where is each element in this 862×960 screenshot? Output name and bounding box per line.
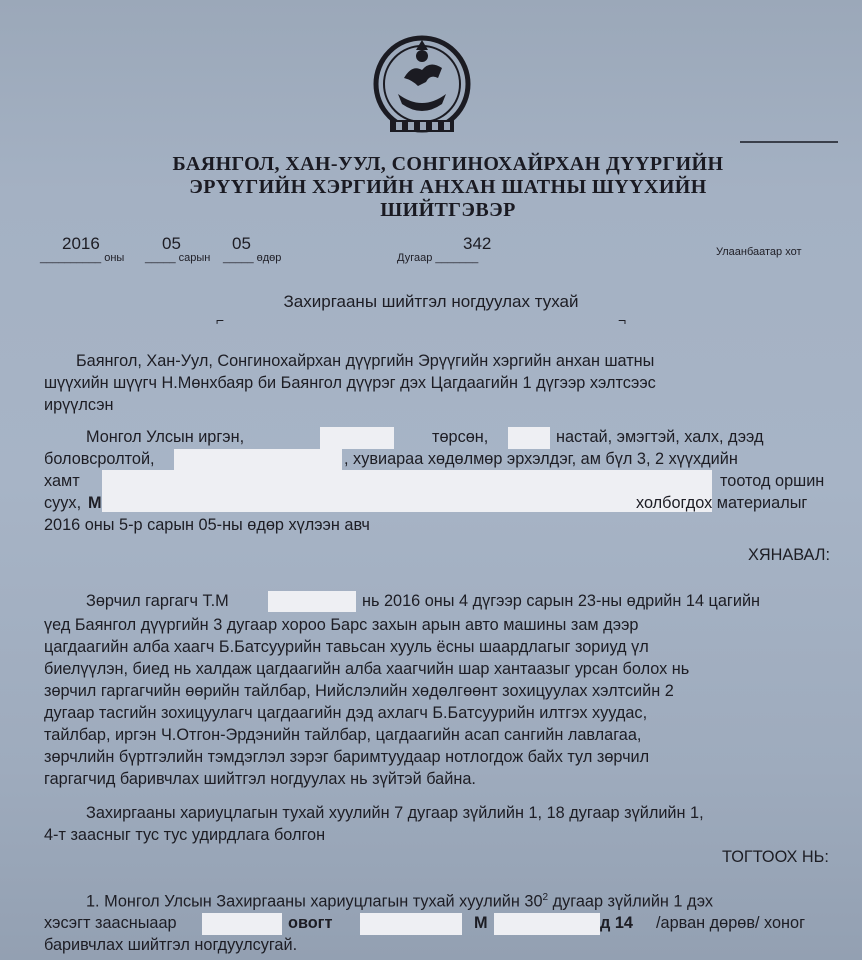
redaction — [202, 913, 282, 935]
resolution-line-2a: хэсэгт заасныаар — [44, 914, 177, 932]
date-day-label: _____ өдөр — [223, 252, 282, 264]
finding-line-1a: Зөрчил гаргагч Т.М — [86, 592, 229, 610]
person-line-1b: төрсөн, — [432, 428, 489, 446]
basis-paragraph — [44, 802, 856, 846]
redaction — [320, 427, 394, 449]
date-month-label: _____ сарын — [145, 252, 211, 264]
person-line-2b: , хувиараа хөдөлмөр эрхэлдэг, ам бүл 3, 2 хүүхдийн — [344, 450, 738, 468]
person-line-1c: настай, эмэгтэй, халх, дээд — [556, 428, 764, 446]
resolution-line-1a: 1. Монгол Улсын Захиргааны хариуцлагын тухай хуулийн 30 — [86, 892, 543, 911]
bracket-right: ¬ — [618, 312, 627, 328]
number-label: Дугаар _______ — [397, 252, 479, 264]
resolution-line-2d: д 14 — [600, 914, 633, 932]
date-month: 05 — [162, 234, 181, 253]
court-header — [128, 153, 768, 222]
divider — [740, 141, 838, 143]
redaction — [102, 490, 632, 512]
redaction — [508, 427, 550, 449]
finding-line: зөрчил гаргагчийн өөрийн тайлбар, Нийслэлийн хөдөлгөөнт зохицуулах хэлтсийн 2 — [44, 682, 674, 700]
resolved-heading: ТОГТООХ НЬ: — [722, 848, 829, 866]
person-line-4a: суух, — [44, 494, 82, 512]
state-emblem-icon — [368, 34, 476, 142]
redaction — [494, 913, 600, 935]
intro-line-3: ирүүлсэн — [44, 396, 114, 414]
person-line-3a: хамт — [44, 472, 80, 490]
finding-paragraph — [44, 614, 856, 790]
basis-line-2: 4-т заасныг тус тус удирдлага болгон — [44, 826, 326, 844]
intro-line-2: шүүхийн шүүгч Н.Мөнхбаяр би Баянгол дүүрэг дэх Цагдаагийн 1 дүгээр хэлтсээс — [44, 374, 656, 392]
court-line-1: БАЯНГОЛ, ХАН-УУЛ, СОНГИНОХАЙРХАН ДҮҮРГИЙН — [172, 153, 724, 175]
resolution-line-2b: овогт — [288, 914, 333, 932]
finding-line: зөрчлийн бүртгэлийн тэмдэглэл зэрэг баримтуудаар нотлогдож байх тул зөрчил — [44, 748, 650, 766]
finding-line: үед Баянгол дүүргийн 3 дугаар хороо Барс захын арын авто машины зам дээр — [44, 616, 639, 634]
document-subject: Захиргааны шийтгэл ногдуулах тухай — [283, 292, 579, 311]
finding-line-1b: нь 2016 оны 4 дүгээр сарын 23-ны өдрийн 14 цагийн — [362, 592, 761, 610]
court-line-3: ШИЙТГЭВЭР — [380, 199, 516, 221]
redaction — [268, 591, 356, 612]
court-line-2: ЭРҮҮГИЙН ХЭРГИЙН АНХАН ШАТНЫ ШҮҮХИЙН — [189, 176, 707, 198]
person-line-2a: боловсролтой, — [44, 450, 155, 468]
redaction — [174, 449, 342, 471]
person-line-5: 2016 оны 5-р сарын 05-ны өдөр хүлээн авч — [44, 516, 370, 534]
date-day: 05 — [232, 234, 251, 253]
date-year-label: __________ оны — [40, 252, 125, 264]
resolution-line-2e: /арван дөрөв/ хоног — [656, 914, 806, 932]
person-line-4c: холбогдох материалыг — [636, 494, 808, 512]
reviewed-heading: ХЯНАВАЛ: — [748, 546, 830, 564]
basis-line-1: Захиргааны хариуцлагын тухай хуулийн 7 дугаар зүйлийн 1, 18 дугаар зүйлийн 1, — [86, 804, 704, 822]
finding-line: дугаар тасгийн зохицуулагч цагдаагийн дэд ахлагч Б.Батсуурийн илтгэх хуудас, — [44, 704, 648, 722]
document-number: 342 — [463, 234, 492, 253]
person-line-1a: Монгол Улсын иргэн, — [86, 428, 245, 446]
city-label: Улаанбаатар хот — [716, 246, 802, 258]
finding-line: гаргагчид баривчлах шийтгэл ногдуулах нь зүйтэй байна. — [44, 770, 476, 788]
resolution-line-2c: М — [474, 914, 488, 932]
resolution-line-1b: дугаар зүйлийн 1 дэх — [548, 892, 713, 911]
resolution-superscript: 2 — [542, 892, 549, 903]
finding-line: тайлбар, иргэн Ч.Отгон-Эрдэнийн тайлбар, цагдаагийн асап сангийн лавлагаа, — [44, 726, 642, 744]
resolution-line-3: баривчлах шийтгэл ногдуулсугай. — [44, 936, 298, 954]
intro-paragraph — [44, 350, 856, 416]
resolution-line-1 — [86, 892, 713, 911]
person-line-4b: М — [88, 494, 102, 512]
finding-line: цагдаагийн алба хаагч Б.Батсуурийн тавьсан хууль ёсны шаардлагыг зориуд үл — [44, 638, 649, 656]
person-line-3b: тоотод оршин — [720, 472, 825, 490]
finding-line: биелүүлэн, биед нь халдаж цагдаагийн алба хаагчийн шар хантаазыг урсан болох нь — [44, 660, 690, 678]
intro-line-1: Баянгол, Хан-Уул, Сонгинохайрхан дүүргийн Эрүүгийн хэргийн анхан шатны — [76, 352, 655, 370]
bracket-left: ⌐ — [216, 312, 225, 328]
date-year: 2016 — [62, 234, 100, 253]
redaction — [360, 913, 462, 935]
